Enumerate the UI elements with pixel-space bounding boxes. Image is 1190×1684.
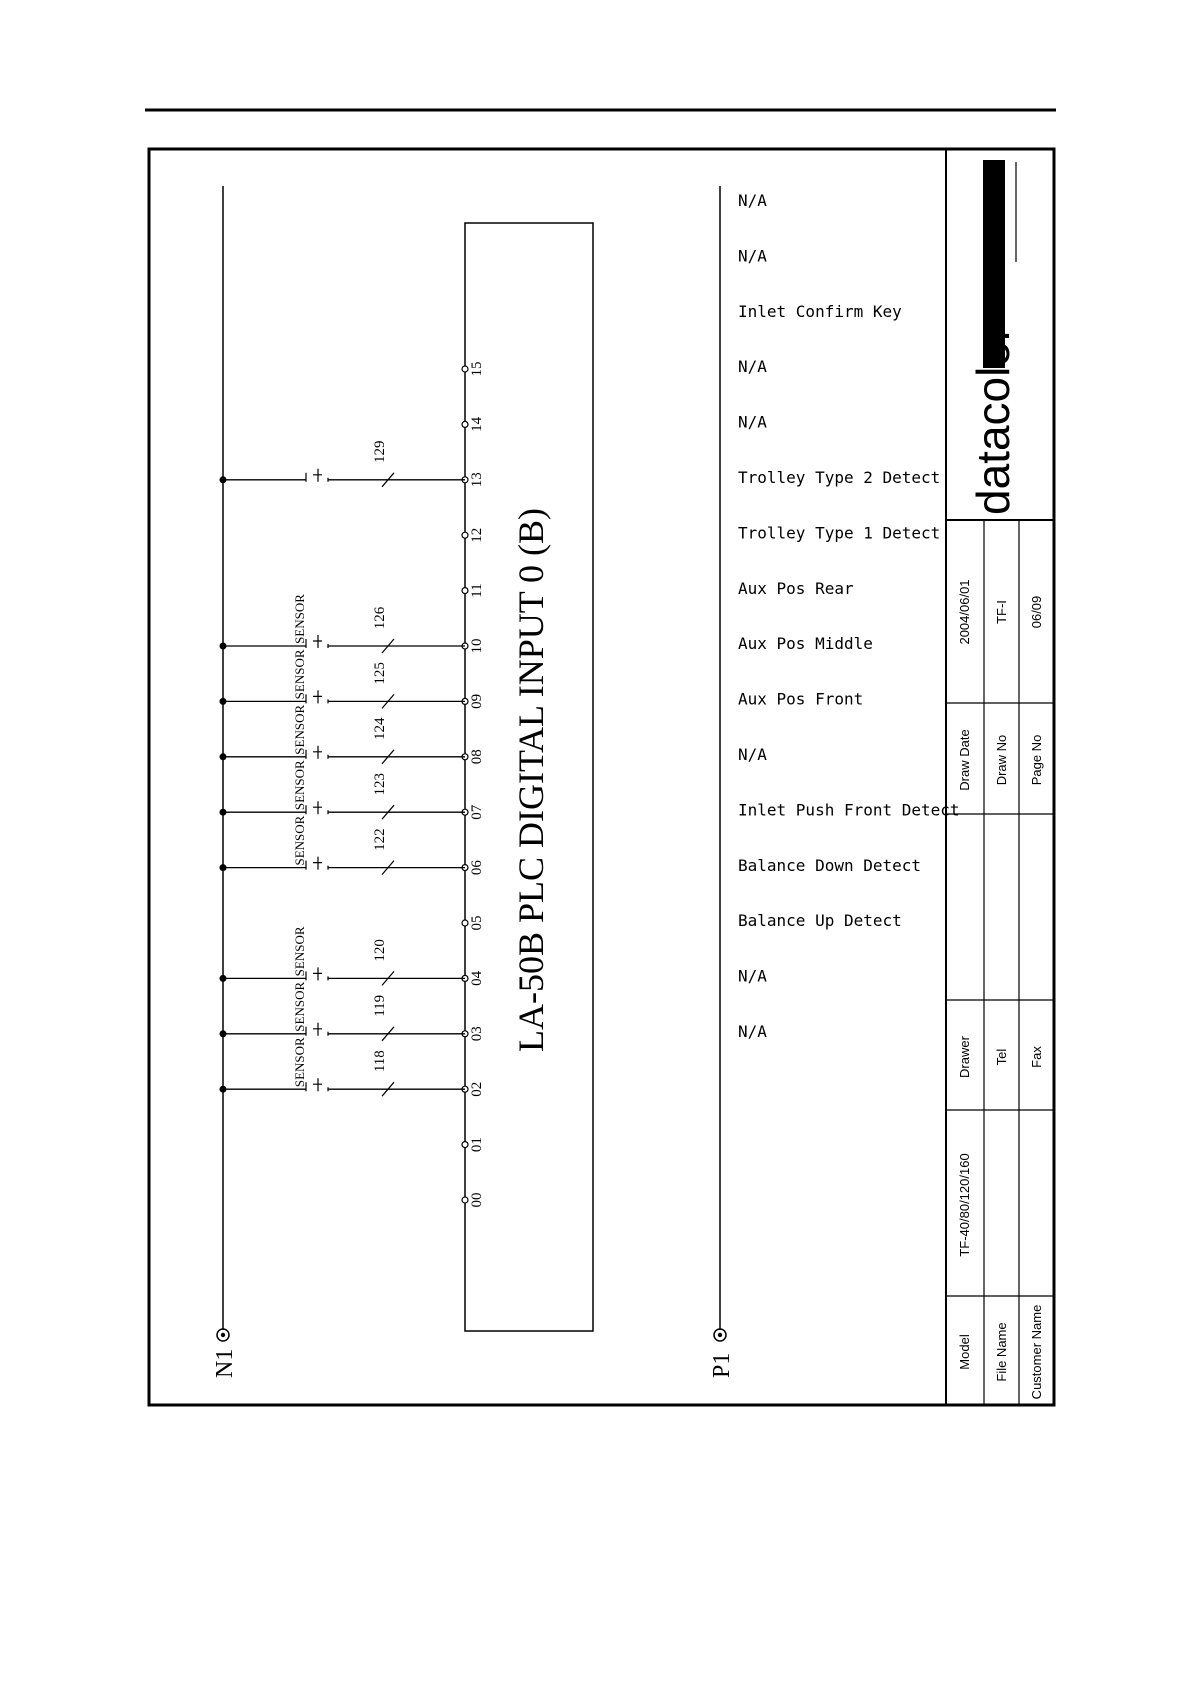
terminal-number: 12 bbox=[469, 527, 485, 543]
terminal-number: 07 bbox=[469, 804, 485, 820]
model-value: TF-40/80/120/160 bbox=[957, 1153, 972, 1257]
rungs bbox=[220, 191, 960, 1208]
input-description: Balance Up Detect bbox=[738, 911, 902, 931]
sensor-label: SENSOR bbox=[292, 981, 307, 1032]
sensor-label: SENSOR bbox=[292, 1037, 307, 1088]
terminal-number: 00 bbox=[469, 1192, 485, 1208]
page-no-label: Page No bbox=[1029, 734, 1044, 786]
input-description: N/A bbox=[738, 246, 767, 266]
wire-number: 122 bbox=[372, 828, 388, 851]
terminal-marker bbox=[462, 1142, 468, 1148]
tel-label: Tel bbox=[994, 1048, 1009, 1066]
input-description: Balance Down Detect bbox=[738, 855, 922, 875]
terminal-number: 06 bbox=[469, 860, 485, 876]
draw-date-label: Draw Date bbox=[957, 729, 972, 791]
junction-dot bbox=[220, 975, 227, 982]
terminal-number: 08 bbox=[469, 749, 485, 765]
drawer-label: Drawer bbox=[957, 1036, 972, 1078]
terminal-marker bbox=[462, 1197, 468, 1203]
file-name-label: File Name bbox=[994, 1322, 1009, 1382]
wire-number: 124 bbox=[372, 717, 388, 741]
terminal-number: 13 bbox=[469, 472, 485, 488]
terminal-marker bbox=[462, 920, 468, 926]
terminal-p1 bbox=[714, 1329, 726, 1341]
junction-dot bbox=[220, 753, 227, 760]
wire-number: 123 bbox=[372, 772, 388, 796]
draw-date-value: 2004/06/01 bbox=[957, 579, 972, 645]
terminal-number: 10 bbox=[469, 638, 485, 654]
rail-p1-label: P1 bbox=[709, 1352, 735, 1378]
terminal-number: 04 bbox=[469, 970, 485, 986]
input-description: Aux Pos Rear bbox=[738, 578, 854, 598]
input-description: Trolley Type 1 Detect bbox=[738, 523, 941, 543]
input-description: N/A bbox=[738, 966, 767, 986]
logo-text: datacolor bbox=[967, 325, 1019, 515]
terminal-n1 bbox=[217, 1329, 229, 1341]
input-description: N/A bbox=[738, 191, 767, 210]
model-label: Model bbox=[957, 1334, 972, 1370]
wire-number: 118 bbox=[372, 1050, 388, 1073]
input-description: Aux Pos Middle bbox=[738, 634, 873, 654]
wire-number: 125 bbox=[372, 662, 388, 685]
junction-dot bbox=[220, 1086, 227, 1093]
junction-dot bbox=[220, 643, 227, 650]
sensor-label: SENSOR bbox=[292, 815, 307, 866]
terminal-number: 09 bbox=[469, 693, 485, 709]
wire-number: 129 bbox=[372, 440, 388, 464]
junction-dot bbox=[220, 476, 227, 483]
fax-label: Fax bbox=[1029, 1046, 1044, 1068]
junction-dot bbox=[220, 698, 227, 705]
junction-dot bbox=[220, 809, 227, 816]
wire-number: 120 bbox=[372, 939, 388, 962]
input-description: N/A bbox=[738, 1022, 767, 1041]
input-description: Aux Pos Front bbox=[738, 689, 864, 709]
wire-number: 119 bbox=[372, 994, 388, 1017]
terminal-marker bbox=[462, 588, 468, 594]
input-description: N/A bbox=[738, 745, 767, 764]
terminal-number: 05 bbox=[469, 915, 485, 931]
terminal-number: 02 bbox=[469, 1081, 485, 1097]
input-description: Trolley Type 2 Detect bbox=[738, 468, 941, 487]
draw-no-value: TF-I bbox=[994, 600, 1009, 624]
terminal-number: 15 bbox=[469, 361, 485, 377]
wire-number: 126 bbox=[372, 606, 388, 630]
sensor-label: SENSOR bbox=[292, 926, 307, 977]
terminal-marker bbox=[462, 421, 468, 427]
terminal-number: 11 bbox=[469, 583, 485, 598]
terminal-number: 14 bbox=[469, 416, 485, 432]
junction-dot bbox=[220, 1030, 227, 1037]
junction-dot bbox=[220, 864, 227, 871]
drawing-frame bbox=[149, 149, 1054, 1405]
page-no-value: 06/09 bbox=[1029, 595, 1044, 629]
rail-n1-label: N1 bbox=[212, 1348, 238, 1378]
terminal-number: 03 bbox=[469, 1026, 485, 1042]
terminal-marker bbox=[462, 532, 468, 538]
input-description: N/A bbox=[738, 412, 767, 432]
plc-title: LA-50B PLC DIGITAL INPUT 0 (B) bbox=[511, 507, 551, 1053]
terminal-number: 01 bbox=[469, 1137, 485, 1153]
sensor-label: SENSOR bbox=[292, 704, 307, 755]
draw-no-label: Draw No bbox=[994, 734, 1009, 786]
input-description: N/A bbox=[738, 357, 767, 377]
terminal-marker bbox=[462, 366, 468, 372]
input-description: Inlet Confirm Key bbox=[738, 301, 902, 321]
customer-name-label: Customer Name bbox=[1029, 1304, 1044, 1400]
input-description: Inlet Push Front Detect bbox=[738, 800, 960, 820]
sensor-label: SENSOR bbox=[292, 649, 307, 700]
sensor-label: SENSOR bbox=[292, 760, 307, 811]
sensor-label: SENSOR bbox=[292, 594, 307, 644]
